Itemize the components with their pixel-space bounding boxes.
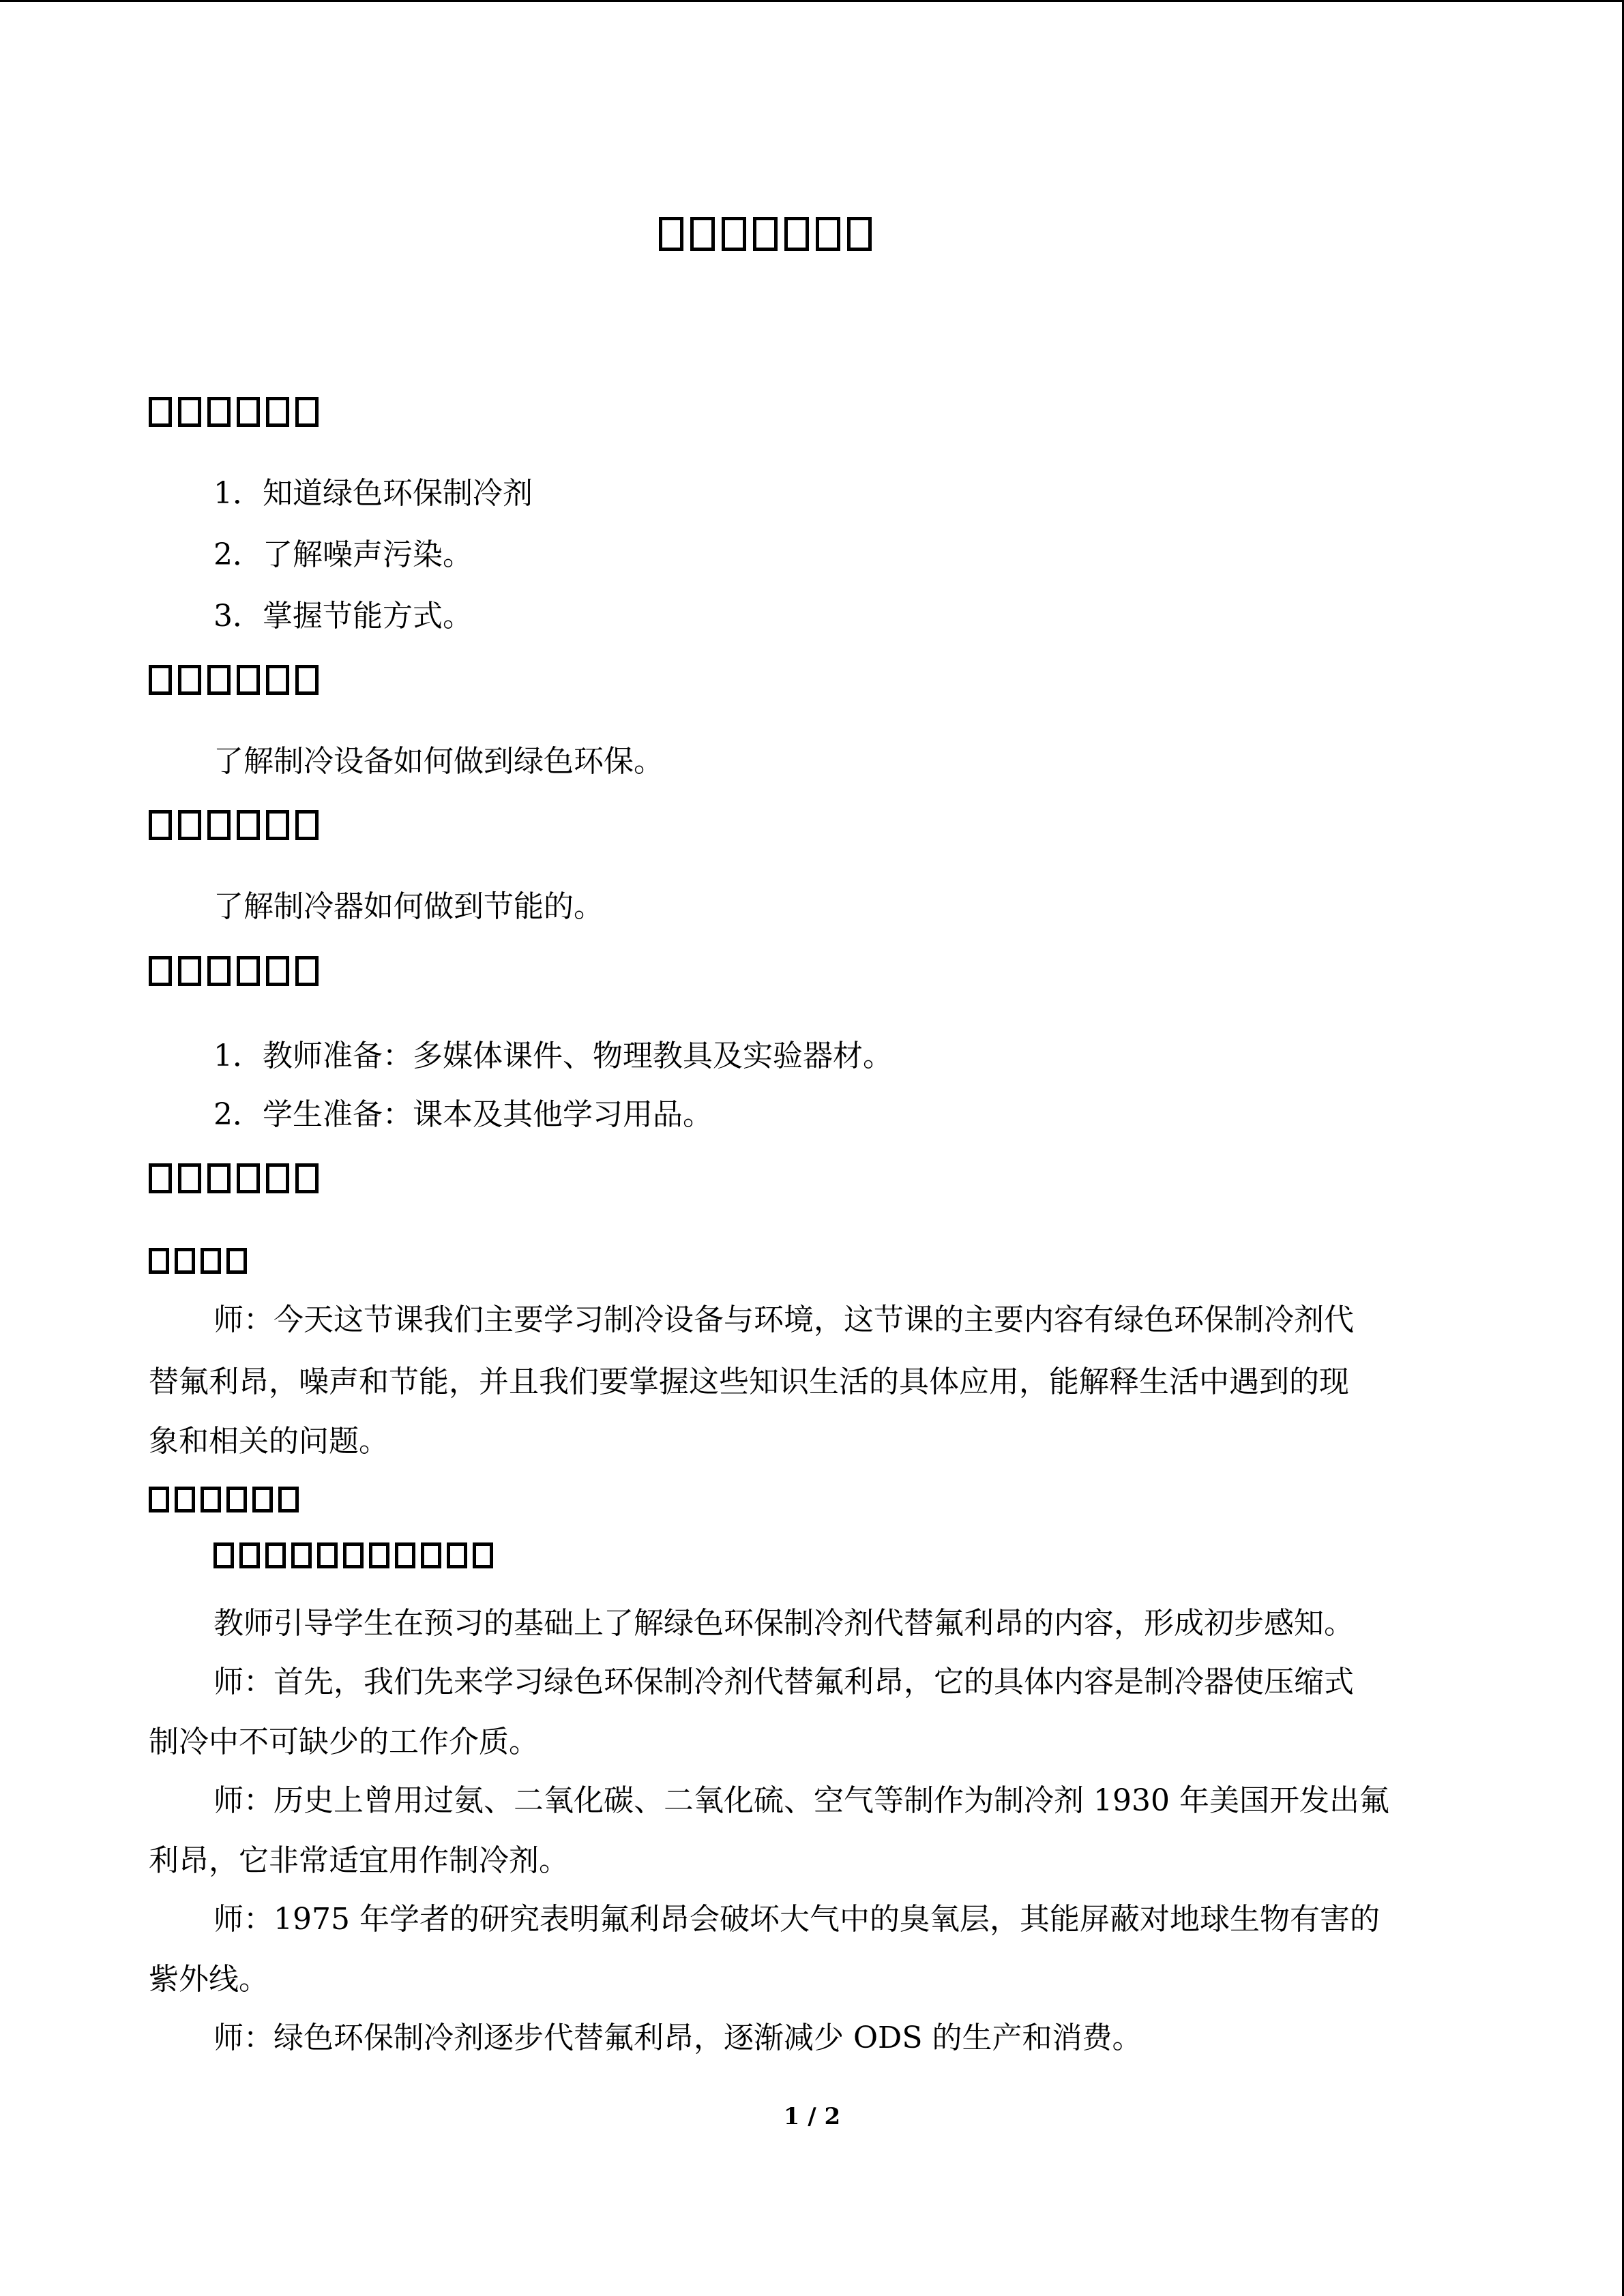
heading-difficulty	[149, 810, 319, 840]
intro-line: 师：今天这节课我们主要学习制冷设备与环境，这节课的主要内容有绿色环保制冷剂代	[213, 1302, 1354, 1337]
lesson-line: 师：1975 年学者的研究表明氟利昂会破坏大气中的臭氧层，其能屏蔽对地球生物有害的	[213, 1902, 1380, 1937]
lesson-line: 利昂，它非常适宜用作制冷剂。	[149, 1843, 569, 1878]
lesson-line: 师：首先，我们先来学习绿色环保制冷剂代替氟利昂，它的具体内容是制冷器使压缩式	[213, 1665, 1354, 1699]
difficulty-text: 了解制冷器如何做到节能的。	[213, 889, 604, 924]
lesson-line: 制冷中不可缺少的工作介质。	[149, 1725, 539, 1759]
lesson-line: 师：历史上曾用过氨、二氧化碳、二氧化硫、空气等制作为制冷剂 1930 年美国开发出氟	[213, 1783, 1389, 1818]
lesson-line: 教师引导学生在预习的基础上了解绿色环保制冷剂代替氟利昂的内容，形成初步感知。	[213, 1606, 1354, 1641]
heading-objectives	[149, 397, 319, 427]
lesson-line: 师：绿色环保制冷剂逐步代替氟利昂，逐渐减少 ODS 的生产和消费。	[213, 2021, 1142, 2055]
heading-intro	[149, 1248, 247, 1274]
intro-line: 替氟利昂，噪声和节能，并且我们要掌握这些知识生活的具体应用，能解释生活中遇到的现	[149, 1365, 1349, 1399]
preparation-item: 2．学生准备：课本及其他学习用品。	[213, 1097, 713, 1132]
intro-line: 象和相关的问题。	[149, 1424, 389, 1459]
objective-item: 3．掌握节能方式。	[213, 599, 473, 633]
lesson-line: 紫外线。	[149, 1962, 269, 1997]
preparation-item: 1．教师准备：多媒体课件、物理教具及实验器材。	[213, 1039, 893, 1073]
subheading-refrigerant	[213, 1542, 493, 1568]
objective-item: 1．知道绿色环保制冷剂	[213, 476, 533, 511]
heading-key-point	[149, 665, 319, 695]
document-title	[659, 217, 872, 262]
objective-item: 2．了解噪声污染。	[213, 537, 473, 572]
page-number: 1 / 2	[783, 2103, 841, 2130]
heading-new-lesson	[149, 1487, 299, 1512]
key-point-text: 了解制冷设备如何做到绿色环保。	[213, 744, 664, 779]
heading-process	[149, 1163, 319, 1193]
heading-preparation	[149, 956, 319, 986]
